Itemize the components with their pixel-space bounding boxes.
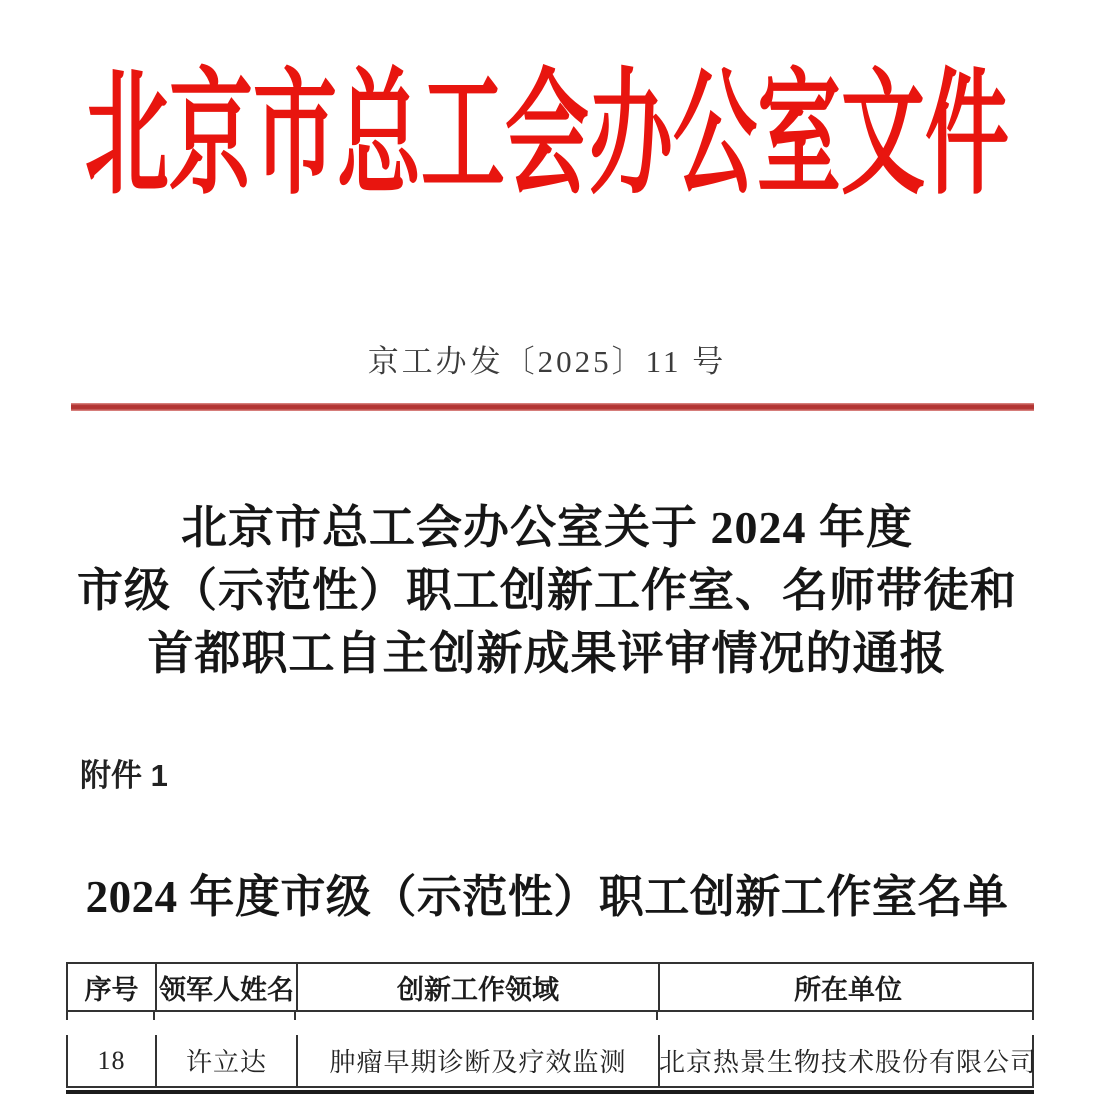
workstation-table xyxy=(66,962,1038,1094)
title-line-1: 北京市总工会办公室关于 2024 年度 xyxy=(181,502,913,553)
table-title: 2024 年度市级（示范性）职工创新工作室名单 xyxy=(85,872,1009,922)
cell-unit: 北京热景生物技术股份有限公司 xyxy=(658,1035,1036,1086)
table-bottom-rule xyxy=(66,1090,1034,1094)
title-line-2: 市级（示范性）职工创新工作室、名师带徒和 xyxy=(77,565,1017,616)
table-seam-stubs xyxy=(66,1012,1034,1020)
table-header-row xyxy=(66,962,1034,1012)
cell-leader: 许立达 xyxy=(155,1035,296,1086)
letterhead-banner xyxy=(0,38,1094,212)
document-title xyxy=(0,496,1094,685)
attachment-label: 附件 1 xyxy=(80,758,168,793)
letterhead-title: 北京市总工会办公室文件 xyxy=(84,60,1009,212)
table-seam-gap xyxy=(66,1020,1034,1035)
red-divider-rule xyxy=(71,403,1034,411)
title-line-3: 首都职工自主创新成果评审情况的通报 xyxy=(147,628,947,679)
header-cell-unit: 所在单位 xyxy=(658,964,1036,1010)
cell-seq: 18 xyxy=(97,1045,126,1075)
header-cell-field: 创新工作领域 xyxy=(296,964,658,1010)
cell-field: 肿瘤早期诊断及疗效监测 xyxy=(296,1035,658,1086)
header-cell-leader: 领军人姓名 xyxy=(155,964,296,1010)
document-number: 京工办发〔2025〕11 号 xyxy=(367,344,727,379)
header-cell-seq: 序号 xyxy=(84,974,139,1005)
table-row xyxy=(66,1035,1038,1088)
